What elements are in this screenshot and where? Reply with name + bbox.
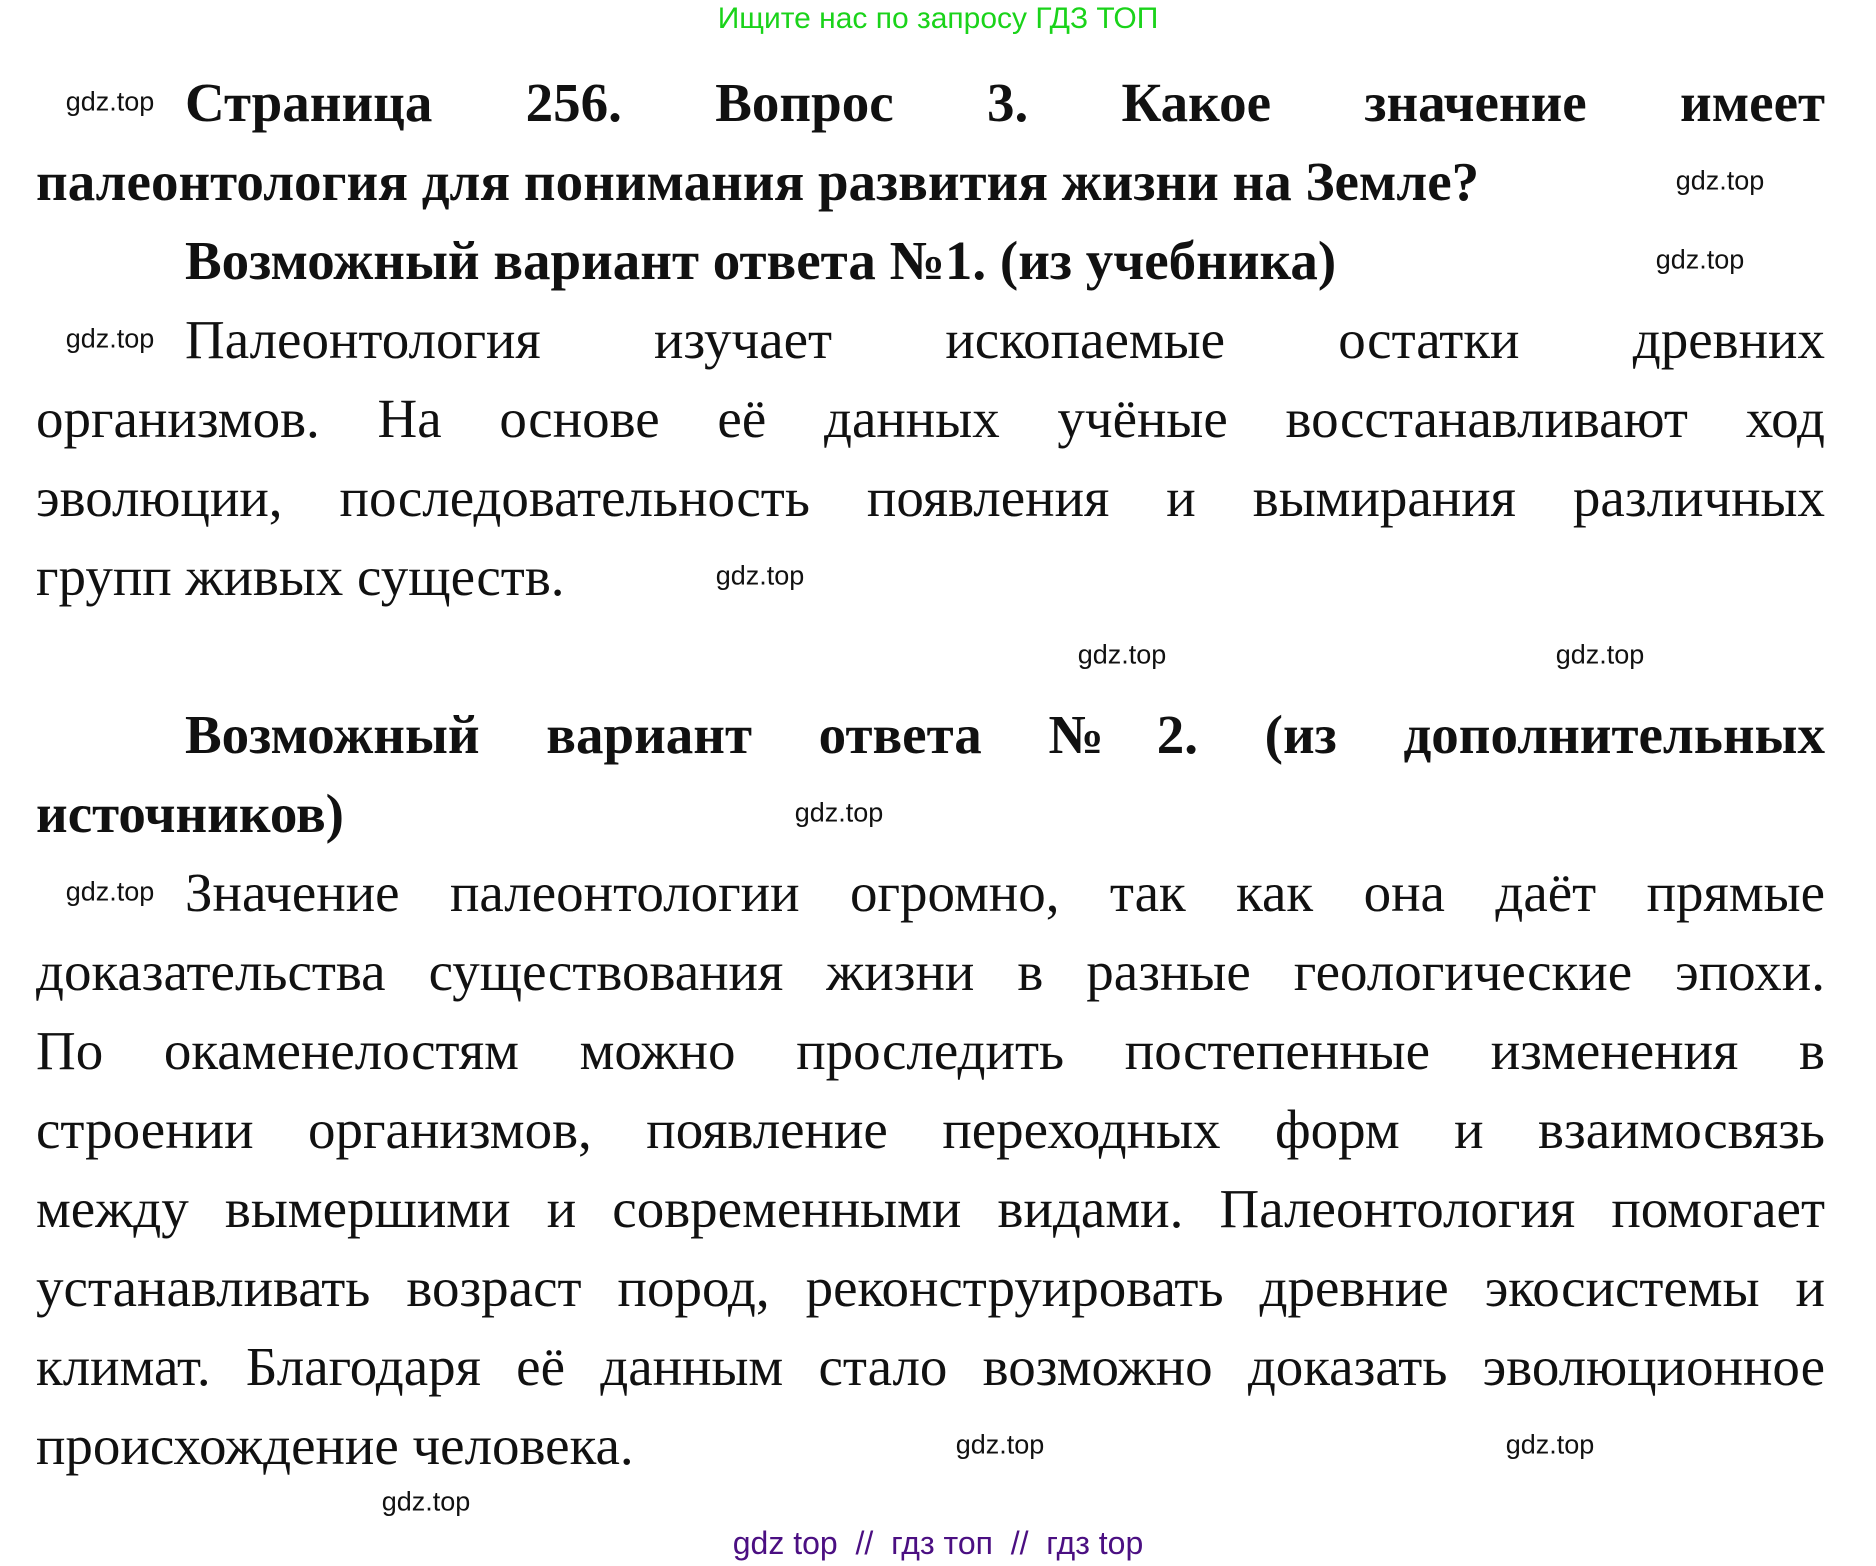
- answer2-line: происхождение человека.: [36, 1415, 634, 1476]
- watermark: gdz.top: [1077, 639, 1167, 670]
- watermark: gdz.top: [794, 797, 884, 828]
- watermark: gdz.top: [715, 560, 805, 591]
- answer2-line: Значение палеонтологии огромно, так как она даёт прямые: [185, 862, 1825, 923]
- answer2-heading: [36, 695, 1825, 853]
- answer2-line: По окаменелостям можно проследить постепенные изменения в: [36, 1020, 1825, 1081]
- watermark: gdz.top: [381, 1486, 471, 1517]
- footer-links: [0, 1524, 1876, 1562]
- answer1-line: эволюции, последовательность появления и вымирания различных: [36, 467, 1825, 528]
- answer2-line: устанавливать возраст пород, реконструировать древние экосистемы и: [36, 1257, 1825, 1318]
- watermark: gdz.top: [65, 86, 155, 117]
- answer1-line: групп живых существ.: [36, 546, 565, 607]
- document-body: [36, 63, 1825, 1485]
- question-line: палеонтология для понимания развития жизни на Земле?: [36, 151, 1480, 212]
- answer2-text: [36, 853, 1825, 1485]
- answer2-heading-line: источников): [36, 783, 344, 844]
- watermark: gdz.top: [1505, 1429, 1595, 1460]
- search-banner: Ищите нас по запросу ГДЗ ТОП: [717, 2, 1159, 35]
- footer-text: gdz top // гдз топ // гдз top: [732, 1525, 1144, 1561]
- answer2-line: между вымершими и современными видами. Палеонтология помогает: [36, 1178, 1825, 1239]
- answer2-line: климат. Благодаря её данным стало возможно доказать эволюционное: [36, 1336, 1825, 1397]
- watermark: gdz.top: [1655, 244, 1745, 275]
- question-line: Страница 256. Вопрос 3. Какое значение имеет: [185, 72, 1825, 133]
- answer1-heading: Возможный вариант ответа №1. (из учебника): [185, 230, 1337, 291]
- watermark: gdz.top: [1555, 639, 1645, 670]
- answer1-line: организмов. На основе её данных учёные восстанавливают ход: [36, 388, 1825, 449]
- watermark: gdz.top: [65, 876, 155, 907]
- answer1-line: Палеонтология изучает ископаемые остатки древних: [185, 309, 1825, 370]
- answer2-line: строении организмов, появление переходных форм и взаимосвязь: [36, 1099, 1825, 1160]
- answer2-heading-line: Возможный вариант ответа №2. (из дополнительных: [185, 704, 1825, 765]
- answer1-text: [36, 300, 1825, 616]
- watermark: gdz.top: [1675, 165, 1765, 196]
- watermark: gdz.top: [65, 323, 155, 354]
- watermark: gdz.top: [955, 1429, 1045, 1460]
- question-title: [36, 63, 1825, 221]
- answer2-line: доказательства существования жизни в разные геологические эпохи.: [36, 941, 1825, 1002]
